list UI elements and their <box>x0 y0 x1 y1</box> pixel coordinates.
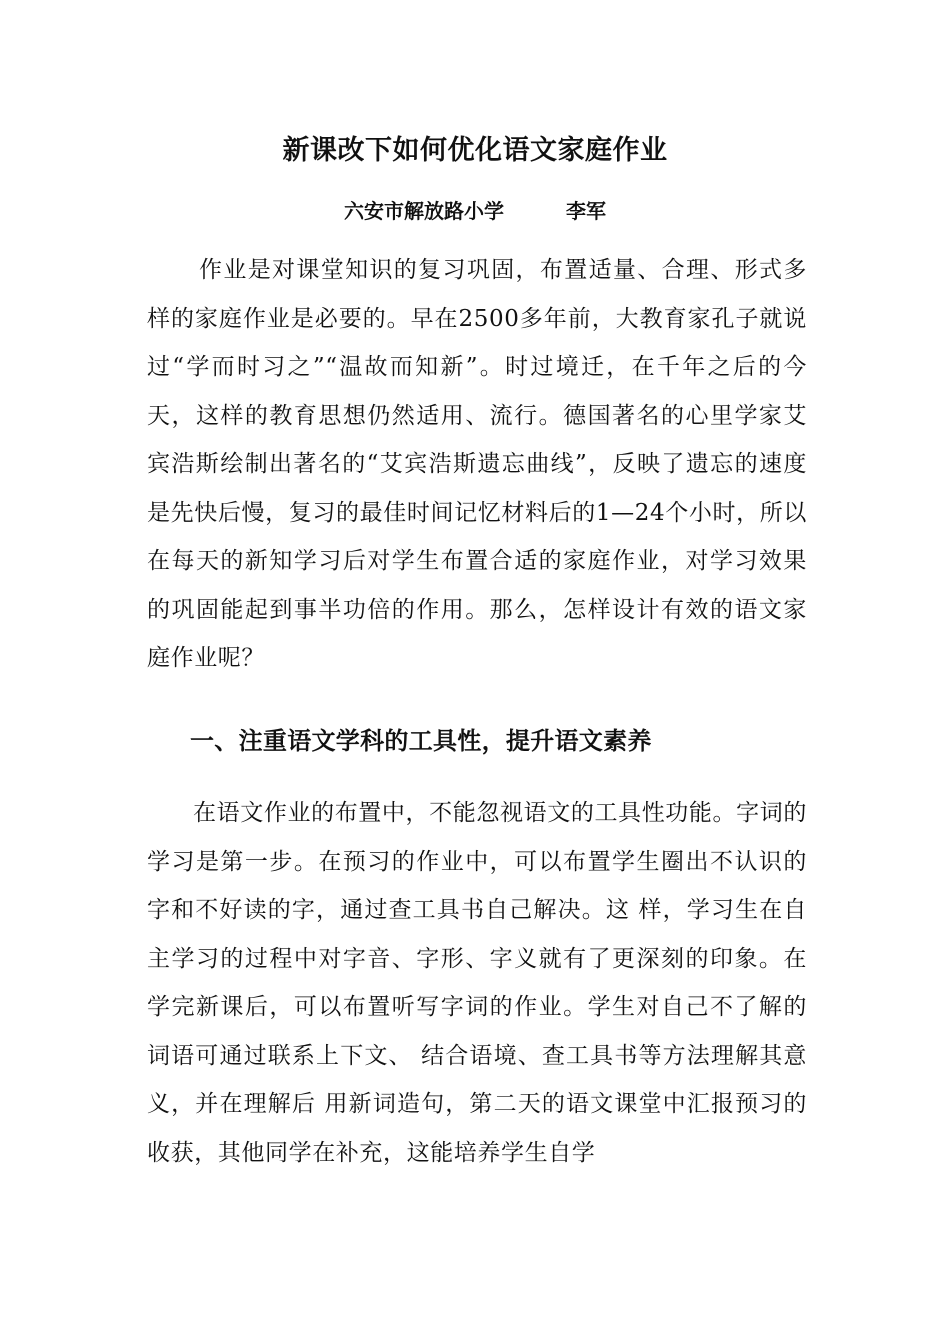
intro-paragraph: 作业是对课堂知识的复习巩固，布置适量、合理、形式多样的家庭作业是必要的。早在2500多年前，大教育家孔子就说过“学而时习之”“温故而知新”。时过境迁，在千年之后的今天，这样的教育思想仍然适用、流行。德国著名的心里学家艾宾浩斯绘制出著名的“艾宾浩斯遗忘曲线”，反映了遗忘的速度是先快后慢，复习的最佳时间记忆材料后的1—24个小时，所以在每天的新知学习后对学生布置合适的家庭作业，对学习效果的巩固能起到事半功倍的作用。那么，怎样设计有效的语文家庭作业呢？ <box>147 257 807 671</box>
section-heading: 一、注重语文学科的工具性，提升语文素养 <box>190 727 652 755</box>
author-name: 李军 <box>566 199 606 223</box>
author-byline <box>0 193 950 229</box>
section-paragraph: 在语文作业的布置中，不能忽视语文的工具性功能。字词的学习是第一步。在预习的作业中，可以布置学生圈出不认识的字和不好读的字，通过查工具书自己解决。这 样，学习生在自主学习的过程中对字音、字形、字义就有了更深刻的印象。在学完新课后，可以布置听写字词的作业。学生对自己不了解的词语可通过联系上下文、 结合语境、查工具书等方法理解其意义，并在理解后 用新词造句，第二天的语文课堂中汇报预习的收获，其他同学在补充，这能培养学生自学 <box>147 800 807 1166</box>
author-school: 六安市解放路小学 <box>344 199 504 223</box>
document-title: 新课改下如何优化语文家庭作业 <box>282 135 668 166</box>
